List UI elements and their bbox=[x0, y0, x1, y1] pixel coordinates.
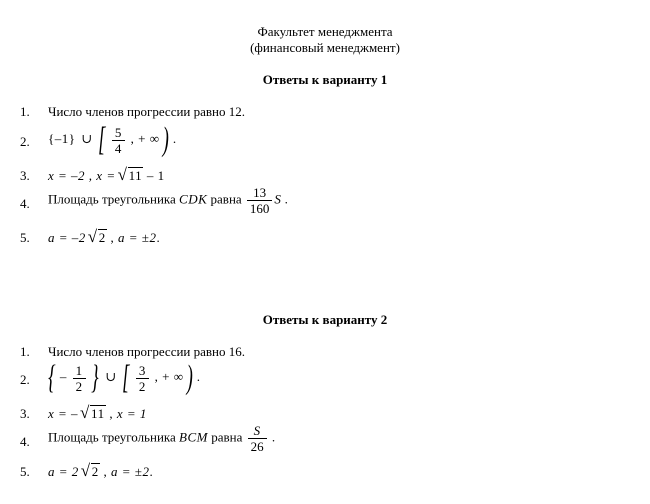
fraction bbox=[112, 125, 125, 156]
close-paren: ) bbox=[162, 121, 170, 158]
equation-2-lhs: x = bbox=[96, 168, 116, 183]
v1-answer-5 bbox=[0, 227, 650, 270]
fraction-numerator: 13 bbox=[247, 185, 273, 201]
interval-tail: , + ∞ bbox=[130, 130, 160, 146]
comma: , bbox=[103, 464, 108, 479]
answer-formula bbox=[48, 123, 177, 157]
item-number: 4. bbox=[20, 434, 30, 449]
period: . bbox=[149, 464, 154, 479]
equation-2: a = ±2 bbox=[111, 464, 150, 479]
text-equals: равна bbox=[211, 429, 243, 445]
v2-answer-2 bbox=[0, 358, 650, 398]
fraction bbox=[136, 363, 149, 394]
period: . bbox=[172, 130, 177, 146]
item-number: 1. bbox=[20, 104, 30, 119]
equation-2: a = ±2 bbox=[118, 230, 157, 245]
open-bracket: [ bbox=[122, 359, 131, 396]
union-symbol: ∪ bbox=[105, 368, 117, 384]
fraction-denominator: 2 bbox=[138, 378, 146, 394]
answer-formula bbox=[48, 361, 201, 395]
sqrt bbox=[117, 165, 144, 184]
answer-text bbox=[48, 423, 275, 454]
text-before: Площадь треугольника bbox=[48, 191, 176, 207]
fraction bbox=[247, 185, 273, 216]
variant-2-title: Ответы к варианту 2 bbox=[262, 312, 388, 327]
fraction-numerator: S bbox=[248, 423, 267, 439]
fraction bbox=[248, 423, 267, 454]
v2-answer-5 bbox=[0, 461, 650, 504]
set-minus-one: {–1} bbox=[48, 130, 76, 146]
equation-2-tail: – 1 bbox=[146, 168, 165, 183]
triangle-name: BCM bbox=[179, 429, 208, 445]
fraction-numerator: 1 bbox=[73, 363, 86, 379]
answer-text: Число членов прогрессии равно 16. bbox=[48, 344, 246, 359]
radicand: 2 bbox=[98, 230, 106, 245]
fraction-denominator: 26 bbox=[250, 439, 264, 454]
radicand: 2 bbox=[91, 464, 99, 479]
radical-sign-icon: √ bbox=[117, 165, 128, 184]
sqrt bbox=[87, 227, 107, 246]
answer-text: Число членов прогрессии равно 12. bbox=[48, 104, 246, 119]
radicand: 11 bbox=[91, 406, 105, 421]
fraction-denominator: 4 bbox=[114, 140, 122, 156]
v1-answer-4 bbox=[0, 185, 650, 228]
union-symbol: ∪ bbox=[81, 130, 93, 146]
answer-formula bbox=[48, 403, 147, 422]
fraction-denominator: 160 bbox=[249, 201, 270, 216]
open-bracket: [ bbox=[98, 121, 107, 158]
comma: , bbox=[110, 230, 115, 245]
period: . bbox=[196, 368, 201, 384]
equation-1-lhs: a = 2 bbox=[48, 464, 79, 479]
specialty-subtitle: (финансовый менеджмент) bbox=[250, 40, 400, 55]
sqrt bbox=[80, 403, 106, 422]
period: . bbox=[156, 230, 161, 245]
item-number: 2. bbox=[20, 372, 30, 387]
answer-formula bbox=[48, 165, 165, 184]
close-brace: } bbox=[91, 359, 100, 396]
answer-formula bbox=[48, 461, 154, 480]
area-variable: S bbox=[274, 191, 282, 207]
equation-2: x = 1 bbox=[116, 406, 147, 421]
fraction-denominator: 2 bbox=[75, 378, 83, 394]
v1-answer-2 bbox=[0, 120, 650, 160]
text-equals: равна bbox=[210, 191, 242, 207]
text-before: Площадь треугольника bbox=[48, 429, 176, 445]
v2-answer-4 bbox=[0, 423, 650, 466]
radical-sign-icon: √ bbox=[80, 461, 91, 480]
comma: , bbox=[109, 406, 114, 421]
sqrt bbox=[80, 461, 100, 480]
answer-text bbox=[48, 185, 288, 216]
item-number: 3. bbox=[20, 168, 30, 183]
radical-sign-icon: √ bbox=[87, 227, 98, 246]
fraction-half bbox=[73, 363, 86, 394]
equation-1-lhs: x = – bbox=[48, 406, 79, 421]
item-number: 2. bbox=[20, 134, 30, 149]
fraction-numerator: 5 bbox=[112, 125, 125, 141]
variant-1-title: Ответы к варианту 1 bbox=[262, 72, 388, 87]
period: . bbox=[284, 191, 288, 207]
period: . bbox=[271, 429, 276, 445]
fraction-numerator: 3 bbox=[136, 363, 149, 379]
answer-formula bbox=[48, 227, 161, 246]
equation-1-lhs: a = –2 bbox=[48, 230, 86, 245]
faculty-title: Факультет менеджмента bbox=[257, 24, 393, 39]
item-number: 4. bbox=[20, 196, 30, 211]
equation-1: x = –2 , bbox=[48, 168, 93, 183]
radical-sign-icon: √ bbox=[80, 403, 90, 422]
minus-sign: – bbox=[59, 368, 67, 384]
item-number: 5. bbox=[20, 464, 30, 479]
close-paren: ) bbox=[186, 359, 194, 396]
radicand: 11 bbox=[128, 168, 143, 183]
item-number: 5. bbox=[20, 230, 30, 245]
item-number: 1. bbox=[20, 344, 30, 359]
open-brace: { bbox=[48, 359, 56, 396]
interval-tail: , + ∞ bbox=[154, 368, 184, 384]
triangle-name: CDK bbox=[179, 191, 208, 207]
item-number: 3. bbox=[20, 406, 30, 421]
